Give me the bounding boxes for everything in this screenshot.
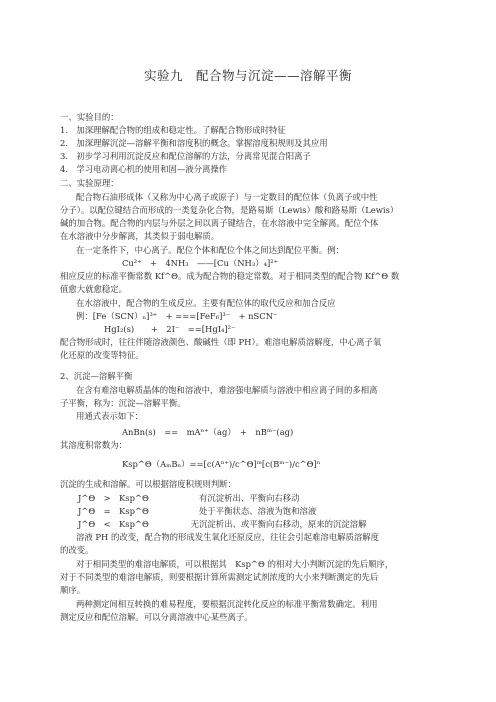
paragraph-line: 化还原的改变等特征。	[60, 350, 144, 360]
paragraph-line: 配合物石油形成体（又称为中心离子或原子）与一定数目的配位体（负离子或中性	[76, 192, 378, 202]
paragraph-line: 值愈大就愈稳定。	[60, 284, 127, 294]
rule-item: J^Θ < Ksp^Θ 无沉淀析出、或平衡向右移动，原来的沉淀溶解	[78, 519, 367, 529]
equation: Cu²⁺ + 4NH₃ ——[Cu（NH₃）₄]²⁺	[122, 258, 279, 268]
paragraph-line: 顺序。	[60, 585, 86, 595]
section-heading: 一、实验目的：	[60, 112, 119, 122]
equation: AnBn(s) == mAⁿ⁺（ag） + nBᵐ⁻(ag)	[122, 427, 294, 437]
paragraph-line: 在一定条件下，中心离子。配位个体和配位个体之间达到配位平衡。例：	[76, 245, 344, 255]
paragraph-line: 对于不同类型的难溶电解质，则要根据计算所需测定试剂浓度的大小来判断测定的先后	[60, 572, 379, 582]
paragraph-line: 相应反应的标准平衡常数 Kf^Θ。成为配合物的稳定常数。对于相同类型的配合物 Kf^Θ 数	[60, 271, 400, 281]
paragraph-line: 的改变。	[60, 545, 94, 555]
equation: Ksp^Θ（AₘBₙ）==[c(Aⁿ⁺)/c^Θ]ᵐ[c(Bᵐ⁻)/c^Θ]ⁿ	[122, 459, 321, 469]
objective-item: 4. 学习电动离心机的使用和固—液分离操作	[60, 164, 228, 174]
paragraph-line: 溶液 PH 的改变，配合物的形成发生氧化还原反应，往往会引起难溶电解质溶解度	[76, 532, 380, 542]
section-heading: 二、实验原理：	[60, 178, 119, 188]
paragraph-line: 分子）。以配位键结合而形成的一类复杂化合物，是路易斯（Lewis）酸和路易斯（Lewis）	[60, 205, 399, 215]
paragraph-line: 两种测定间相互转换的难易程度，要根据沉淀转化反应的标准平衡常数确定。利用	[76, 599, 378, 609]
paragraph-line: 测定反应和配位溶解。可以分离溶液中心某些离子。	[60, 612, 253, 622]
paragraph-line: 碱的加合物。配合物的内层与外层之间以离子键结合，在水溶液中完全解离。配位个体	[60, 218, 379, 228]
objective-item: 3. 初步学习利用沉淀反应和配位溶解的方法，分离常见混合阳离子	[60, 151, 311, 161]
paragraph-line: 在水溶液中分步解离，其类似于弱电解质。	[60, 231, 220, 241]
paragraph-line: 对于相同类型的难溶电解质，可以根据其 Ksp^Θ 的相对大小判断沉淀的先后顺序，	[76, 559, 394, 569]
paragraph-line: 子平衡，称为：沉淀—溶解平衡。	[60, 398, 186, 408]
paragraph-line: 配合物形成时，往往伴随溶液颜色、酸碱性（即 PH）。难溶电解质溶解度，中心离子氧	[60, 337, 382, 347]
paragraph-line: 用通式表示如下：	[76, 411, 143, 421]
rule-item: J^Θ = Ksp^Θ 处于平衡状态、溶液为饱和溶液	[78, 506, 317, 516]
paragraph-line: 沉淀的生成和溶解。可以根据溶度积规则判断：	[60, 479, 236, 489]
equation: HgI₂(s) + 2I⁻ ==[HgI₄]²⁻	[104, 324, 236, 334]
page-title: 实验九 配合物与沉淀——溶解平衡	[143, 68, 352, 83]
objective-item: 2. 加深理解沉淀—溶解平衡和溶度积的概念。掌握溶度积规则及其应用	[60, 138, 328, 148]
equation: 例：[Fe（SCN）ₙ]³⁺ + ===[FeF₆]³⁻ + nSCN⁻	[76, 311, 278, 321]
objective-item: 1. 加深理解配合物的组成和稳定性。了解配合物形成时特征	[60, 125, 286, 135]
rule-item: J^Θ > Ksp^Θ 有沉淀析出、平衡向右移动	[78, 493, 300, 503]
paragraph-line: 其溶度积常数为：	[60, 440, 127, 450]
subsection-heading: 2、沉淀—溶解平衡	[60, 371, 133, 381]
paragraph-line: 在含有难溶电解质晶体的饱和溶液中，难溶强电解质与溶液中相应离子间的多相离	[76, 385, 378, 395]
paragraph-line: 在水溶液中，配合物的生成反应。主要有配位体的取代反应和加合反应	[76, 298, 336, 308]
